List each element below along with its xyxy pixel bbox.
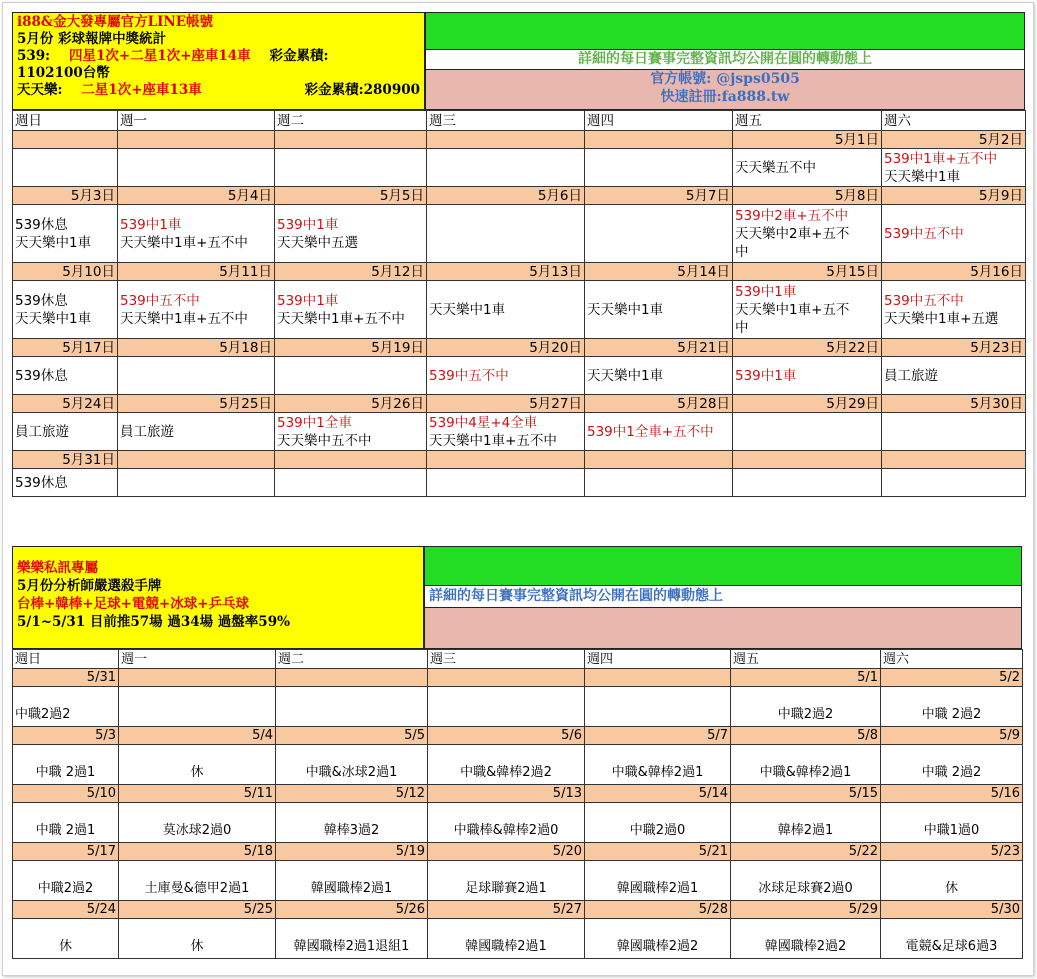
result-row	[13, 469, 1026, 497]
result-cell	[275, 205, 427, 263]
result-cell	[118, 357, 275, 395]
official-account: 官方帳號: @jsps0505	[650, 71, 800, 87]
weekday-header: 週六	[882, 111, 1026, 131]
date-row	[13, 785, 1023, 803]
result-line: 天天樂中1車+五不	[735, 301, 850, 318]
result-cell	[882, 469, 1026, 497]
result-line: 天天樂中1車+五不中	[277, 310, 405, 327]
date-cell	[585, 131, 733, 149]
date-cell: 5/14	[585, 785, 731, 803]
pick-row	[13, 803, 1023, 843]
date-cell: 5/13	[428, 785, 585, 803]
analyst-picks-section	[12, 546, 1022, 970]
pick-cell: 電競&足球6過3	[881, 919, 1023, 959]
date-cell: 5月7日	[585, 187, 733, 205]
result-line: 天天樂中1車	[15, 310, 92, 327]
pick-cell: 休	[119, 919, 276, 959]
result-line: 天天樂中1車	[587, 367, 664, 384]
date-cell: 5/24	[13, 901, 119, 919]
date-cell: 5月24日	[13, 395, 118, 413]
result-line: 員工旅遊	[15, 423, 69, 440]
date-cell: 5/21	[585, 843, 731, 861]
result-cell	[427, 413, 585, 451]
pick-cell	[119, 687, 276, 727]
date-cell: 5/27	[428, 901, 585, 919]
date-cell: 5/18	[119, 843, 276, 861]
green-banner	[425, 12, 1025, 50]
lottery-stats-section	[12, 12, 1025, 539]
date-row	[13, 843, 1023, 861]
date-cell	[427, 451, 585, 469]
date-cell	[276, 669, 428, 687]
date-cell: 5/28	[585, 901, 731, 919]
date-cell: 5/2	[881, 669, 1023, 687]
details-notice: 詳細的每日賽事完整資訊均公開在圓的轉動態上	[425, 50, 1025, 70]
date-cell: 5/4	[119, 727, 276, 745]
result-cell	[882, 413, 1026, 451]
pick-cell: 中職&韓棒2過1	[731, 745, 881, 785]
result-cell	[118, 205, 275, 263]
pick-row	[13, 919, 1023, 959]
result-line: 539中4星+4全車	[429, 414, 538, 431]
pick-cell: 中職 2過1	[13, 745, 119, 785]
result-cell	[733, 205, 882, 263]
date-cell: 5月15日	[733, 263, 882, 281]
result-cell	[427, 281, 585, 339]
weekday-header: 週二	[276, 650, 428, 669]
date-cell	[118, 131, 275, 149]
pick-cell: 韓棒3過2	[276, 803, 428, 843]
result-line: 員工旅遊	[120, 423, 174, 440]
result-line: 539休息	[15, 474, 68, 491]
result-cell	[427, 205, 585, 263]
date-cell: 5/20	[428, 843, 585, 861]
result-line: 539中1車	[277, 216, 339, 233]
pick-cell: 中職2過0	[585, 803, 731, 843]
result-cell	[275, 357, 427, 395]
result-line: 天天樂中1車	[15, 234, 92, 251]
date-cell	[733, 451, 882, 469]
date-cell: 5月26日	[275, 395, 427, 413]
date-cell	[275, 131, 427, 149]
result-cell	[733, 413, 882, 451]
date-cell: 5/7	[585, 727, 731, 745]
date-cell: 5月5日	[275, 187, 427, 205]
date-row	[13, 669, 1023, 687]
date-row	[13, 131, 1026, 149]
weekday-header: 週四	[585, 650, 731, 669]
date-cell: 5/19	[276, 843, 428, 861]
date-cell: 5月17日	[13, 339, 118, 357]
result-line: 539中1車	[735, 283, 797, 300]
pick-cell: 中職&冰球2過1	[276, 745, 428, 785]
weekday-header: 週二	[275, 111, 427, 131]
result-cell	[275, 413, 427, 451]
result-cell	[13, 469, 118, 497]
date-cell: 5月23日	[882, 339, 1026, 357]
result-line: 539中五不中	[884, 225, 964, 242]
pick-row	[13, 687, 1023, 727]
result-cell	[118, 281, 275, 339]
lottery-header-info	[12, 12, 425, 110]
date-cell: 5月6日	[427, 187, 585, 205]
date-cell: 5月3日	[13, 187, 118, 205]
pick-cell: 韓棒2過1	[731, 803, 881, 843]
result-line: 天天樂中1車	[429, 301, 506, 318]
date-cell: 5/6	[428, 727, 585, 745]
date-cell: 5月31日	[13, 451, 118, 469]
date-row	[13, 901, 1023, 919]
result-row	[13, 413, 1026, 451]
result-cell	[118, 413, 275, 451]
date-cell	[585, 451, 733, 469]
pick-cell: 中職棒&韓棒2過0	[428, 803, 585, 843]
date-cell: 5月19日	[275, 339, 427, 357]
result-cell	[275, 469, 427, 497]
date-cell: 5月8日	[733, 187, 882, 205]
result-line: 539中五不中	[884, 292, 964, 309]
pick-row	[13, 861, 1023, 901]
result-cell	[585, 281, 733, 339]
date-row	[13, 451, 1026, 469]
pick-cell	[585, 687, 731, 727]
date-cell: 5/5	[276, 727, 428, 745]
result-row	[13, 149, 1026, 187]
date-cell: 5月28日	[585, 395, 733, 413]
date-cell: 5/22	[731, 843, 881, 861]
date-cell: 5月13日	[427, 263, 585, 281]
date-cell: 5/31	[13, 669, 119, 687]
details-notice-2: 詳細的每日賽事完整資訊均公開在圓的轉動態上	[424, 586, 1022, 608]
date-cell: 5月4日	[118, 187, 275, 205]
result-cell	[13, 205, 118, 263]
result-cell	[585, 469, 733, 497]
register-link: 快速註冊:fa888.tw	[660, 89, 790, 105]
result-cell	[427, 357, 585, 395]
pick-cell: 韓國職棒2過2	[731, 919, 881, 959]
result-line: 天天樂中1車	[587, 301, 664, 318]
date-cell: 5月12日	[275, 263, 427, 281]
pick-cell: 中職&韓棒2過2	[428, 745, 585, 785]
date-cell: 5月1日	[733, 131, 882, 149]
date-cell	[585, 669, 731, 687]
result-line: 天天樂中五選	[277, 234, 358, 251]
date-cell: 5月30日	[882, 395, 1026, 413]
date-cell: 5月18日	[118, 339, 275, 357]
date-cell: 5/25	[119, 901, 276, 919]
pick-cell: 韓國職棒2過1退組1	[276, 919, 428, 959]
lottery-header	[12, 12, 1025, 110]
539-summary: 539: 四星1次+二星1次+座車14車 彩金累積:	[17, 48, 329, 64]
result-cell	[733, 357, 882, 395]
date-cell: 5/1	[731, 669, 881, 687]
weekday-header: 週三	[427, 111, 585, 131]
result-line: 539休息	[15, 216, 68, 233]
date-cell: 5月20日	[427, 339, 585, 357]
weekday-header: 週四	[585, 111, 733, 131]
result-row	[13, 205, 1026, 263]
date-cell: 5/26	[276, 901, 428, 919]
pick-cell: 土庫曼&德甲2過1	[119, 861, 276, 901]
result-cell	[882, 205, 1026, 263]
picks-record: 5/1~5/31 目前推57場 過34場 過盤率59%	[17, 614, 290, 630]
date-row	[13, 727, 1023, 745]
result-cell	[13, 281, 118, 339]
result-line: 539中1車	[277, 292, 339, 309]
date-cell: 5月16日	[882, 263, 1026, 281]
date-row	[13, 263, 1026, 281]
result-line: 539中五不中	[120, 292, 200, 309]
weekday-header: 週日	[13, 650, 119, 669]
result-cell	[882, 281, 1026, 339]
analyst-calendar	[12, 649, 1023, 959]
result-cell	[585, 205, 733, 263]
date-cell: 5月10日	[13, 263, 118, 281]
result-cell	[13, 357, 118, 395]
pick-cell: 中職2過2	[13, 861, 119, 901]
date-row	[13, 187, 1026, 205]
result-cell	[13, 413, 118, 451]
pick-cell: 韓國職棒2過1	[585, 861, 731, 901]
weekday-header: 週三	[428, 650, 585, 669]
pick-cell: 休	[119, 745, 276, 785]
date-cell: 5/9	[881, 727, 1023, 745]
date-cell: 5月11日	[118, 263, 275, 281]
result-cell	[13, 149, 118, 187]
date-cell: 5月25日	[118, 395, 275, 413]
result-line: 天天樂中1車	[884, 168, 961, 185]
result-cell	[585, 149, 733, 187]
pick-cell: 中職 2過2	[881, 745, 1023, 785]
pick-cell: 中職&韓棒2過1	[585, 745, 731, 785]
result-line: 天天樂中1車+五不中	[120, 234, 248, 251]
result-cell	[427, 469, 585, 497]
date-cell: 5/17	[13, 843, 119, 861]
539-jackpot-amount: 1102100台幣	[17, 65, 110, 81]
weekday-header: 週日	[13, 111, 118, 131]
date-cell: 5/3	[13, 727, 119, 745]
date-cell: 5月14日	[585, 263, 733, 281]
result-line: 天天樂中2車+五不	[735, 225, 850, 242]
account-box	[425, 70, 1025, 110]
pink-box-2	[424, 608, 1022, 649]
date-cell: 5/15	[731, 785, 881, 803]
result-cell	[275, 281, 427, 339]
result-line: 天天樂中1車+五不中	[429, 432, 557, 449]
weekday-header: 週一	[119, 650, 276, 669]
pick-cell: 中職1過0	[881, 803, 1023, 843]
weekday-header-row	[13, 111, 1026, 131]
date-row	[13, 339, 1026, 357]
result-line: 天天樂中1車+五不中	[120, 310, 248, 327]
pick-cell	[428, 687, 585, 727]
pick-cell: 韓國職棒2過1	[276, 861, 428, 901]
result-line: 天天樂中五不中	[277, 432, 372, 449]
date-cell	[427, 131, 585, 149]
pick-cell: 休	[13, 919, 119, 959]
date-cell	[428, 669, 585, 687]
date-cell: 5月22日	[733, 339, 882, 357]
result-cell	[118, 469, 275, 497]
result-line: 539休息	[15, 367, 68, 384]
result-cell	[733, 469, 882, 497]
weekday-header: 週五	[731, 650, 881, 669]
date-cell: 5/23	[881, 843, 1023, 861]
date-cell: 5/16	[881, 785, 1023, 803]
private-message-title: 樂樂私訊專屬	[17, 560, 98, 576]
weekday-header: 週五	[733, 111, 882, 131]
result-line: 天天樂中1車+五選	[884, 310, 999, 327]
sports-list: 台棒+韓棒+足球+電競+冰球+乒乓球	[17, 596, 250, 612]
result-line: 539中五不中	[429, 367, 509, 384]
result-cell	[882, 149, 1026, 187]
result-row	[13, 357, 1026, 395]
result-line: 539中1車	[735, 367, 797, 384]
analyst-header-info	[12, 546, 424, 649]
pick-cell: 中職2過2	[731, 687, 881, 727]
date-cell	[13, 131, 118, 149]
pick-cell: 休	[881, 861, 1023, 901]
pick-cell: 中職 2過1	[13, 803, 119, 843]
date-cell: 5月2日	[882, 131, 1026, 149]
result-row	[13, 281, 1026, 339]
result-cell	[427, 149, 585, 187]
date-cell: 5月29日	[733, 395, 882, 413]
result-line: 員工旅遊	[884, 367, 938, 384]
result-cell	[733, 281, 882, 339]
weekday-header: 週一	[118, 111, 275, 131]
result-cell	[275, 149, 427, 187]
result-line: 539中1車	[120, 216, 182, 233]
date-cell: 5/8	[731, 727, 881, 745]
date-cell: 5月9日	[882, 187, 1026, 205]
date-cell: 5月27日	[427, 395, 585, 413]
result-line: 539休息	[15, 292, 68, 309]
date-cell	[118, 451, 275, 469]
result-line: 中	[735, 243, 749, 260]
result-line: 539中1車+五不中	[884, 150, 998, 167]
result-cell	[733, 149, 882, 187]
pick-cell: 中職 2過2	[881, 687, 1023, 727]
line-account-title: i88&金大發專屬官方LINE帳號	[17, 14, 214, 30]
analyst-picks-title: 5月份分析師嚴選殺手牌	[17, 578, 162, 594]
result-cell	[585, 357, 733, 395]
month-stats-title: 5月份 彩球報牌中獎統計	[17, 31, 167, 47]
pick-cell: 韓國職棒2過1	[428, 919, 585, 959]
lottery-calendar	[12, 110, 1026, 497]
weekday-header: 週六	[881, 650, 1023, 669]
pick-cell: 莫冰球2過0	[119, 803, 276, 843]
date-cell	[119, 669, 276, 687]
date-cell: 5/29	[731, 901, 881, 919]
analyst-header-right	[424, 546, 1022, 649]
pick-row	[13, 745, 1023, 785]
result-line: 中	[735, 319, 749, 336]
result-line: 539中2車+五不中	[735, 207, 849, 224]
pick-cell: 韓國職棒2過2	[585, 919, 731, 959]
date-cell: 5/10	[13, 785, 119, 803]
daily-lotto-summary: 天天樂: 二星1次+座車13車 彩金累積:280900	[17, 82, 420, 98]
date-cell: 5/11	[119, 785, 276, 803]
date-cell: 5/30	[881, 901, 1023, 919]
result-line: 天天樂五不中	[735, 159, 816, 176]
pick-cell: 中職2過2	[13, 687, 119, 727]
weekday-header-row	[13, 650, 1023, 669]
result-cell	[585, 413, 733, 451]
pick-cell: 足球聯賽2過1	[428, 861, 585, 901]
result-line: 539中1全車	[277, 414, 352, 431]
date-cell: 5/12	[276, 785, 428, 803]
date-cell	[275, 451, 427, 469]
date-row	[13, 395, 1026, 413]
result-cell	[118, 149, 275, 187]
green-banner-2	[424, 546, 1022, 586]
date-cell	[882, 451, 1026, 469]
lottery-header-right	[425, 12, 1025, 110]
pick-cell	[276, 687, 428, 727]
pick-cell: 冰球足球賽2過0	[731, 861, 881, 901]
result-line: 539中1全車+五不中	[587, 423, 714, 440]
date-cell: 5月21日	[585, 339, 733, 357]
result-cell	[882, 357, 1026, 395]
